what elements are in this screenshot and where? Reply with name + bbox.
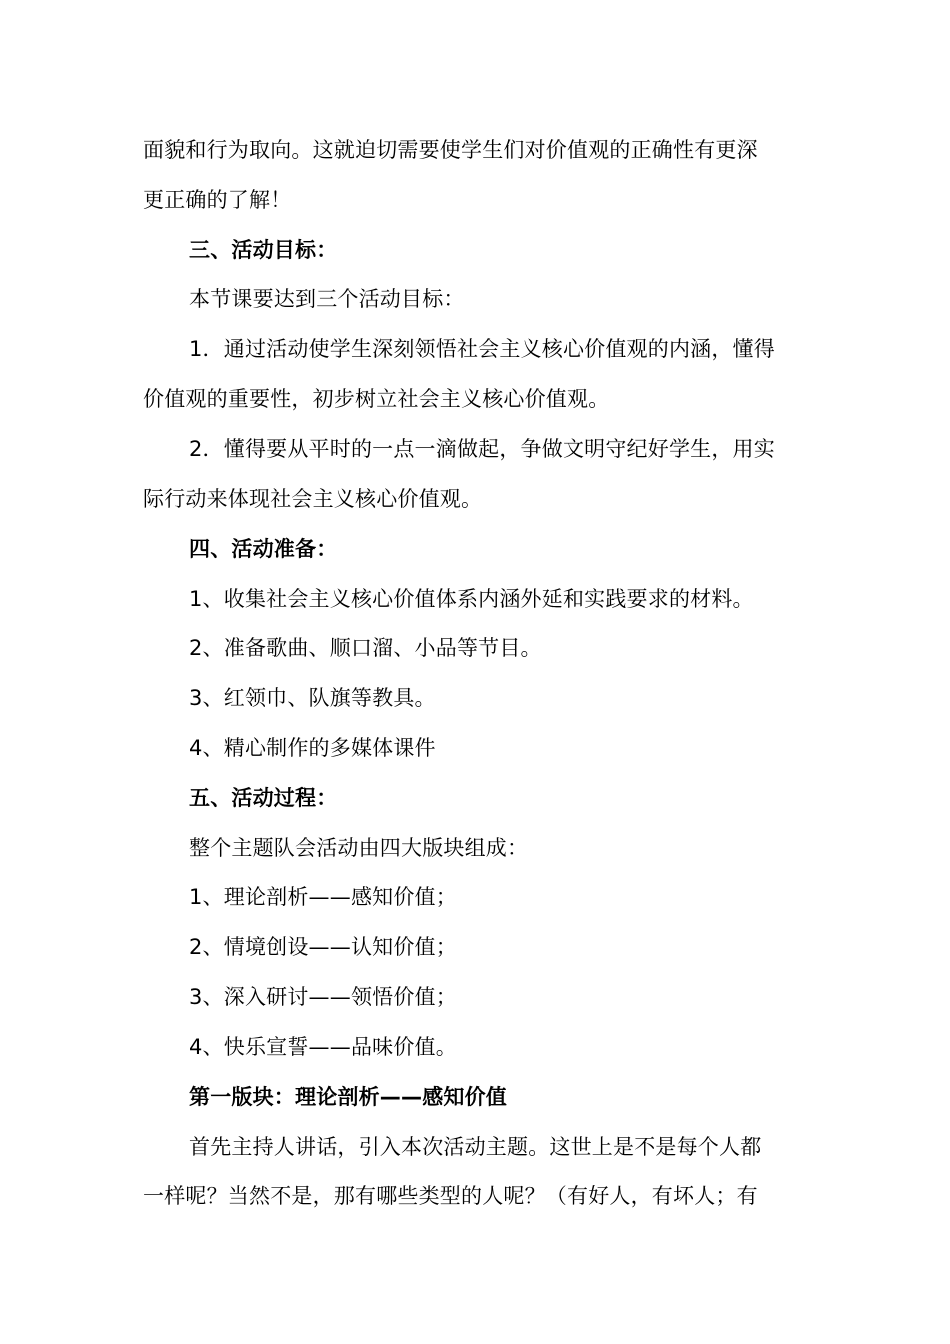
list-item: 4、快乐宣誓——品味价值。 [189, 1035, 457, 1059]
list-item: 2、情境创设——认知价值； [189, 935, 457, 959]
list-item: 1、理论剖析——感知价值； [189, 885, 457, 909]
list-item: 3、红领巾、队旗等教具。 [189, 686, 436, 710]
paragraph-line: 本节课要达到三个活动目标： [189, 287, 465, 311]
section-heading-process: 五、活动过程： [189, 786, 338, 810]
section-heading-preparation: 四、活动准备： [189, 537, 338, 561]
paragraph-line: 价值观的重要性，初步树立社会主义核心价值观。 [143, 387, 610, 411]
list-item: 3、深入研讨——领悟价值； [189, 985, 457, 1009]
paragraph-line: 整个主题队会活动由四大版块组成： [189, 836, 529, 860]
list-item: 1．通过活动使学生深刻领悟社会主义核心价值观的内涵，懂得 [189, 337, 775, 361]
section-heading-block-one: 第一版块：理论剖析——感知价值 [189, 1085, 507, 1109]
paragraph-line: 首先主持人讲话，引入本次活动主题。这世上是不是每个人都 [189, 1135, 762, 1159]
section-heading-goals: 三、活动目标： [189, 238, 338, 262]
paragraph-line: 际行动来体现社会主义核心价值观。 [143, 487, 483, 511]
list-item: 2．懂得要从平时的一点一滴做起，争做文明守纪好学生，用实 [189, 437, 775, 461]
paragraph-line: 面貌和行为取向。这就迫切需要使学生们对价值观的正确性有更深 [143, 138, 758, 162]
list-item: 1、收集社会主义核心价值体系内涵外延和实践要求的材料。 [189, 587, 754, 611]
list-item: 4、精心制作的多媒体课件 [189, 736, 436, 760]
paragraph-line: 一样呢？当然不是，那有哪些类型的人呢？（有好人，有坏人；有 [143, 1184, 758, 1208]
list-item: 2、准备歌曲、顺口溜、小品等节目。 [189, 636, 542, 660]
paragraph-line: 更正确的了解！ [143, 188, 292, 212]
